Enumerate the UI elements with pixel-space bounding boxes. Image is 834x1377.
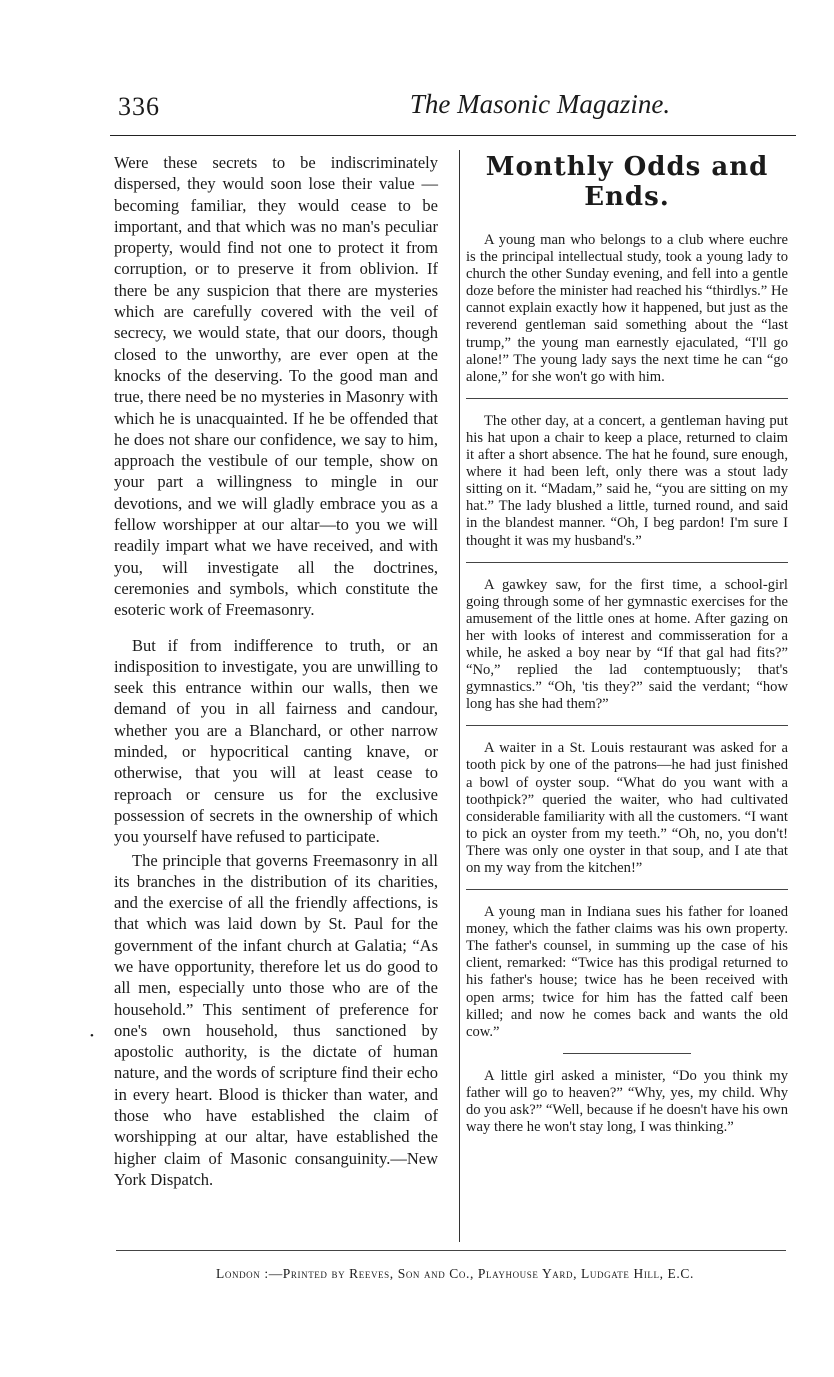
article-paragraph: But if from indifference to truth, or an indisposition to investigate, you are unwilling to seek this entrance within our walls, then we demand of you in all fairness and candour, whether you are a Blanchard, or other narrow minded, or hypocritical canting knave, or otherwise, that you will at least cease to reproach or censure us for the exclusive possession of secrets in the ownership of which you yourself have refused to participate. [114,635,438,847]
section-heading: Monthly Odds and Ends. [485,152,769,212]
margin-mark: • [90,1030,94,1042]
anecdote-item: A young man who belongs to a club where euchre is the principal intellectual study, took a young lady to church the other Sunday evening, and fell into a gentle doze before the minister had reached his “thirdlys.” He cannot explain exactly how it happened, but just as the reverend gentleman said something about the “last trump,” the young man earnestly ejaculated, “I'll go alone!” The young lady says the next time he can “go alone,” for she won't go with him. [466,232,788,385]
printer-imprint: London :—Printed by Reeves, Son and Co., Playhouse Yard, Ludgate Hill, E.C. [216,1266,694,1281]
item-divider [563,1053,692,1054]
item-divider [466,398,788,399]
article-paragraph: The principle that governs Freemasonry in all its branches in the distribution of its charities, and the exercise of all the friendly affections, is that which was laid down by St. Paul for the government of the infant church at Galatia; “As we have opportunity, therefore let us do good to all men, especially unto those who are of the household.” This sentiment of preference for one's own household, thus sanctioned by apostolic authority, is the dictate of human nature, and the words of scripture find their echo in every heart. Blood is thicker than water, and those who have established the claim of worshipping at our altar, have established the higher claim of Masonic consanguinity.—New York Dispatch. [114,850,438,1189]
anecdote-item: A waiter in a St. Louis restaurant was asked for a tooth pick by one of the patrons—he had just finished a bowl of oyster soup. “What do you want with a toothpick?” queried the waiter, who had cultivated considerable familiarity with all the customers. “I want to pick an oyster from my teeth.” “Oh, no, you don't! There was only one oyster in that soup, and I ate that on my way from the kitchen!” [466,740,788,876]
item-divider [466,725,788,726]
anecdote-item: A young man in Indiana sues his father for loaned money, which the father claims was his own property. The father's counsel, in summing up the case of his client, remarked: “Twice has this prodigal returned to his father's house; twice has he been received with open arms; twice for him has the fatted calf been killed; and now he comes back and wants the old cow.” [466,904,788,1040]
anecdote-item: A gawkey saw, for the first time, a school-girl going through some of her gymnastic exercises for the amusement of the little ones at home. After gazing on her with looks of interest and commisseration for a while, he asked a boy near by “If that gal had fits?” “No,” replied the lad contemptuously; that's gymnastics.” “Oh, 'tis they?” said the verdant; “how long has she had them?” [466,576,788,713]
footer-rule [116,1250,786,1251]
header-rule [110,135,796,136]
article-paragraph: Were these secrets to be indiscriminately dispersed, they would soon lose their value —becoming familiar, they would cease to be important, and that which was no man's peculiar property, would find not one to protect it from corruption, or to preserve it from oblivion. If there be any suspicion that there are mysteries which are carefully covered with the veil of secrecy, we would state, that our doors, though closed to the unworthy, are ever open at the knocks of the deserving. To the good man and true, there need be no mysteries in Masonry with which he is unacquainted. If he be offended that he does not share our confidence, we say to him, approach the vestibule of our temple, show on your part a willingness to mingle in our devotions, and we will gladly embrace you as a fellow worshipper at our altar—to you we will readily impart what we have received, and with you, will investigate all the doctrines, ceremonies and symbols, which constitute the esoteric work of Freemasonry. [114,153,438,620]
column-divider [459,150,460,1242]
left-column [114,152,438,1190]
item-divider [466,562,788,563]
anecdote-item: A little girl asked a minister, “Do you think my father will go to heaven?” “Why, yes, my child. Why do you ask?” “Well, because if he doesn't have his own way there he won't stay long, I was thinking.” [466,1067,789,1136]
page-number: 336 [118,92,160,121]
right-column [466,152,788,1136]
item-divider [466,889,788,890]
anecdote-item: The other day, at a concert, a gentleman having put his hat upon a chair to keep a place, returned to claim it after a short absence. The hat he found, sure enough, where it had been left, only there was a stout lady sitting on it. “Madam,” said he, “you are sitting on my hat.” The lady blushed a little, turned round, and said in the blandest manner. “Oh, I beg pardon! I'm sure I thought it was my husband's.” [466,412,788,549]
running-title: The Masonic Magazine. [409,89,671,119]
